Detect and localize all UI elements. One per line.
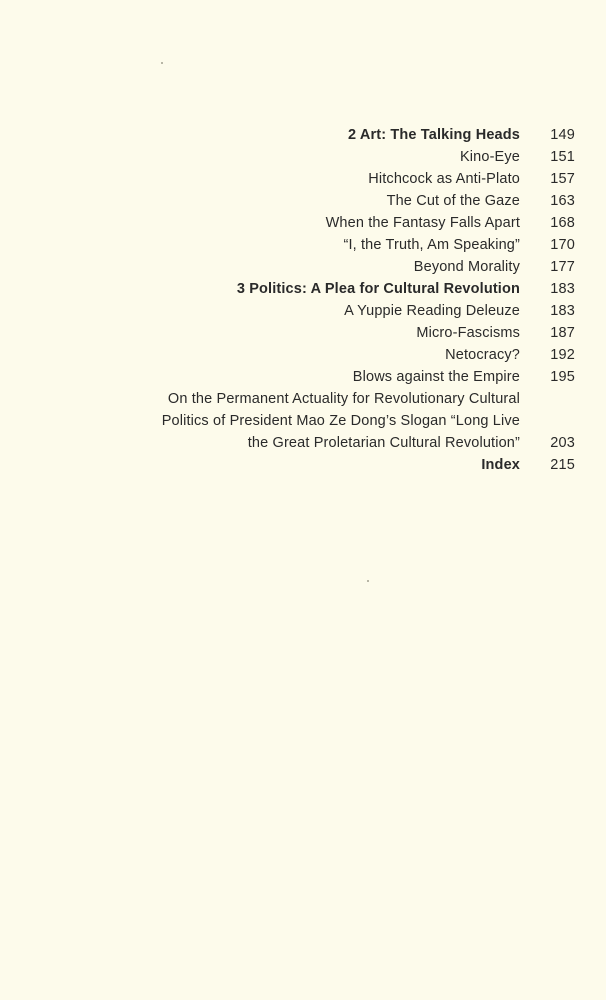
toc-entry-title: The Cut of the Gaze xyxy=(386,193,520,209)
toc-section-entry xyxy=(0,322,606,344)
toc-section-entry xyxy=(0,344,606,366)
toc-section-entry xyxy=(0,366,606,388)
toc-section-entry xyxy=(0,388,606,410)
toc-entry-title: 2 Art: The Talking Heads xyxy=(348,127,520,143)
toc-entry-title: Kino-Eye xyxy=(459,149,520,165)
toc-page-number: 187 xyxy=(550,325,575,341)
toc-entry-title: Netocracy? xyxy=(445,347,520,363)
toc-entry-title: On the Permanent Actuality for Revolutionary Cultural xyxy=(167,391,520,407)
toc-entry-title: Index xyxy=(481,457,520,473)
toc-entry-title: Blows against the Empire xyxy=(352,369,520,385)
toc-entry-title: When the Fantasy Falls Apart xyxy=(325,215,520,231)
toc-entry-title: A Yuppie Reading Deleuze xyxy=(344,303,520,319)
toc-page-number: 183 xyxy=(550,281,575,297)
toc-page-number: 183 xyxy=(550,303,575,319)
toc-page-number: 203 xyxy=(550,435,575,451)
toc-page-number: 195 xyxy=(550,369,575,385)
toc-section-entry xyxy=(0,410,606,432)
toc-chapter-entry xyxy=(0,454,606,476)
toc-page-number: 170 xyxy=(550,237,575,253)
toc-section-entry xyxy=(0,146,606,168)
paper-speck xyxy=(367,580,369,582)
toc-section-entry xyxy=(0,234,606,256)
toc-entry-title: Micro-Fascisms xyxy=(416,325,520,341)
toc-entry-title: 3 Politics: A Plea for Cultural Revolution xyxy=(236,281,520,297)
toc-entry-title: Beyond Morality xyxy=(413,259,520,275)
toc-chapter-entry xyxy=(0,278,606,300)
toc-page-number: 168 xyxy=(550,215,575,231)
toc-page-number: 163 xyxy=(550,193,575,209)
toc-page-number: 151 xyxy=(550,149,575,165)
paper-speck xyxy=(161,62,163,64)
toc-section-entry xyxy=(0,300,606,322)
toc-page-number: 215 xyxy=(550,457,575,473)
toc-page-number: 149 xyxy=(550,127,575,143)
toc-chapter-entry xyxy=(0,124,606,146)
toc-page-number: 192 xyxy=(550,347,575,363)
toc-section-entry xyxy=(0,212,606,234)
toc-entry-title: the Great Proletarian Cultural Revolution” xyxy=(247,435,520,451)
toc-page-number: 157 xyxy=(550,171,575,187)
toc-page-number: 177 xyxy=(550,259,575,275)
toc-entry-title: “I, the Truth, Am Speaking” xyxy=(343,237,520,253)
table-of-contents xyxy=(0,124,606,476)
toc-section-entry xyxy=(0,168,606,190)
toc-entry-title: Politics of President Mao Ze Dong’s Slogan “Long Live xyxy=(161,413,520,429)
toc-section-entry xyxy=(0,432,606,454)
toc-entry-title: Hitchcock as Anti-Plato xyxy=(368,171,520,187)
toc-section-entry xyxy=(0,190,606,212)
toc-section-entry xyxy=(0,256,606,278)
